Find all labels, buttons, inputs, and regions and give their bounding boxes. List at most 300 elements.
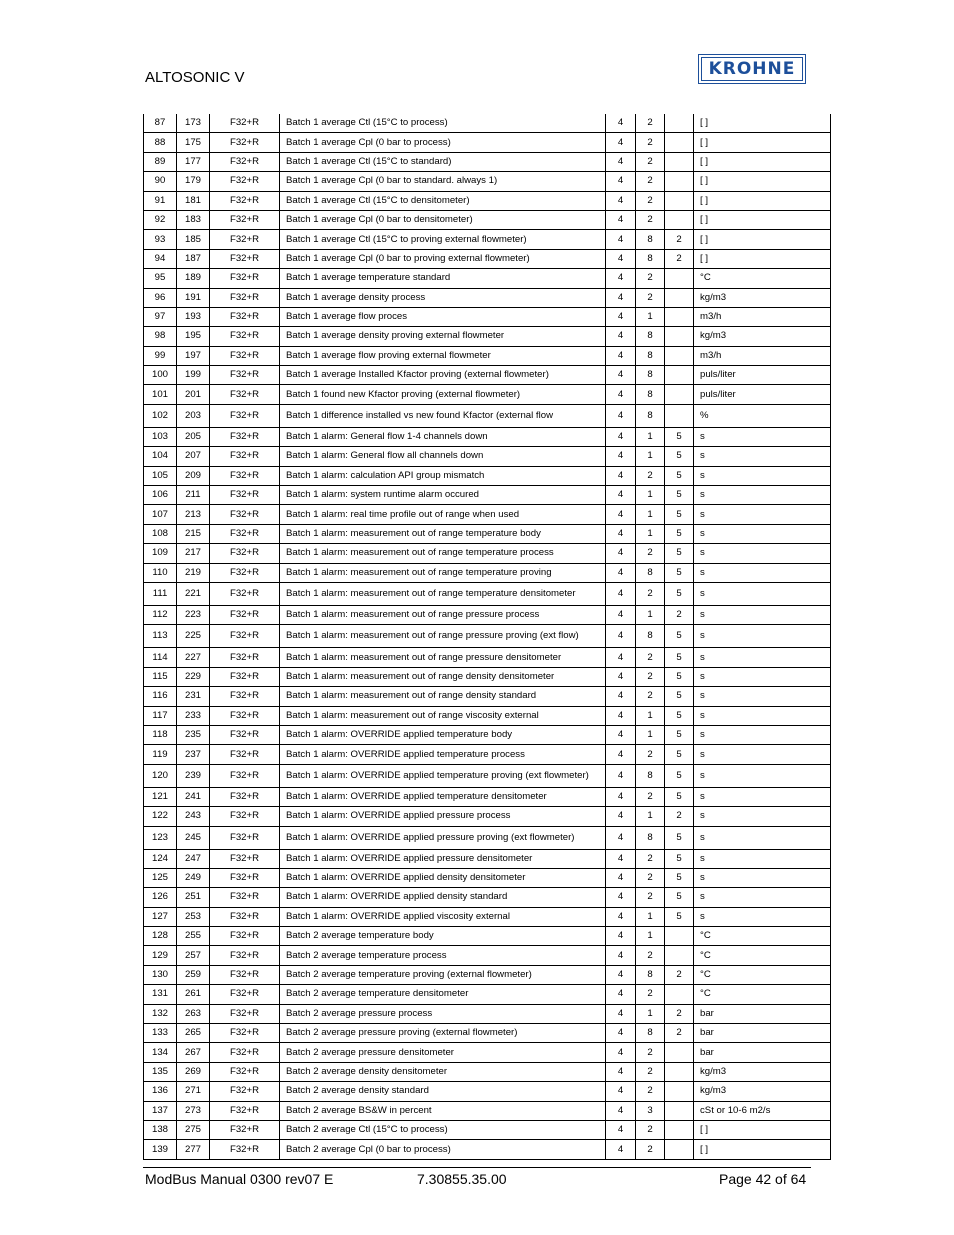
group-cell: 1 (636, 725, 665, 744)
register-address-cell: 181 (177, 191, 210, 210)
register-index-cell: 97 (144, 307, 177, 326)
table-row (144, 1140, 831, 1159)
size-cell: 4 (606, 152, 636, 171)
group-cell: 2 (636, 687, 665, 706)
table-row (144, 706, 831, 725)
data-type-cell: F32+R (210, 152, 280, 171)
data-type-cell: F32+R (210, 210, 280, 229)
group-cell: 2 (636, 269, 665, 288)
size-cell: 4 (606, 447, 636, 466)
register-description-cell: Batch 1 average Cpl (0 bar to densitometer) (280, 210, 606, 229)
group-cell: 8 (636, 249, 665, 268)
unit-cell: [ ] (694, 152, 831, 171)
size-cell: 4 (606, 907, 636, 926)
data-type-cell: F32+R (210, 249, 280, 268)
size-cell: 4 (606, 269, 636, 288)
register-index-cell: 95 (144, 269, 177, 288)
unit-cell: s (694, 826, 831, 849)
register-address-cell: 201 (177, 385, 210, 404)
register-description-cell: Batch 1 alarm: General flow 1-4 channels down (280, 427, 606, 446)
register-index-cell: 108 (144, 524, 177, 543)
decimals-cell: 5 (665, 787, 694, 806)
register-address-cell: 253 (177, 907, 210, 926)
register-index-cell: 88 (144, 133, 177, 152)
register-index-cell: 103 (144, 427, 177, 446)
register-address-cell: 231 (177, 687, 210, 706)
decimals-cell: 5 (665, 582, 694, 605)
register-description-cell: Batch 1 average Ctl (15°C to process) (280, 114, 606, 133)
data-type-cell: F32+R (210, 447, 280, 466)
group-cell: 1 (636, 307, 665, 326)
data-type-cell: F32+R (210, 288, 280, 307)
size-cell: 4 (606, 745, 636, 764)
group-cell: 2 (636, 1082, 665, 1101)
unit-cell: [ ] (694, 1120, 831, 1139)
register-description-cell: Batch 2 average temperature process (280, 946, 606, 965)
register-index-cell: 118 (144, 725, 177, 744)
data-type-cell: F32+R (210, 1101, 280, 1120)
register-address-cell: 217 (177, 544, 210, 563)
size-cell: 4 (606, 486, 636, 505)
data-type-cell: F32+R (210, 687, 280, 706)
data-type-cell: F32+R (210, 605, 280, 624)
register-address-cell: 273 (177, 1101, 210, 1120)
register-address-cell: 239 (177, 764, 210, 787)
register-description-cell: Batch 1 alarm: measurement out of range temperature proving (280, 563, 606, 582)
register-description-cell: Batch 1 average temperature standard (280, 269, 606, 288)
register-address-cell: 233 (177, 706, 210, 725)
size-cell: 4 (606, 1120, 636, 1139)
group-cell: 8 (636, 346, 665, 365)
register-index-cell: 105 (144, 466, 177, 485)
group-cell: 2 (636, 1043, 665, 1062)
register-description-cell: Batch 1 alarm: OVERRIDE applied pressure process (280, 807, 606, 826)
register-index-cell: 94 (144, 249, 177, 268)
register-address-cell: 191 (177, 288, 210, 307)
decimals-cell (665, 1120, 694, 1139)
size-cell: 4 (606, 849, 636, 868)
decimals-cell: 5 (665, 466, 694, 485)
decimals-cell (665, 1082, 694, 1101)
register-address-cell: 225 (177, 625, 210, 648)
group-cell: 1 (636, 1004, 665, 1023)
table-row (144, 191, 831, 210)
data-type-cell: F32+R (210, 307, 280, 326)
size-cell: 4 (606, 563, 636, 582)
register-index-cell: 122 (144, 807, 177, 826)
group-cell: 1 (636, 907, 665, 926)
register-description-cell: Batch 2 average pressure densitometer (280, 1043, 606, 1062)
register-index-cell: 137 (144, 1101, 177, 1120)
register-description-cell: Batch 1 alarm: OVERRIDE applied pressure proving (ext flowmeter) (280, 826, 606, 849)
table-row (144, 946, 831, 965)
unit-cell: puls/liter (694, 385, 831, 404)
group-cell: 2 (636, 745, 665, 764)
register-description-cell: Batch 1 alarm: OVERRIDE applied density densitometer (280, 868, 606, 887)
register-index-cell: 138 (144, 1120, 177, 1139)
table-row (144, 1120, 831, 1139)
decimals-cell (665, 1043, 694, 1062)
register-description-cell: Batch 1 alarm: real time profile out of range when used (280, 505, 606, 524)
table-row (144, 667, 831, 686)
data-type-cell: F32+R (210, 1120, 280, 1139)
register-table (143, 114, 831, 1160)
register-address-cell: 207 (177, 447, 210, 466)
data-type-cell: F32+R (210, 745, 280, 764)
unit-cell: s (694, 868, 831, 887)
size-cell: 4 (606, 133, 636, 152)
register-address-cell: 185 (177, 230, 210, 249)
size-cell: 4 (606, 327, 636, 346)
register-index-cell: 111 (144, 582, 177, 605)
size-cell: 4 (606, 1062, 636, 1081)
register-address-cell: 263 (177, 1004, 210, 1023)
unit-cell: °C (694, 927, 831, 946)
register-address-cell: 277 (177, 1140, 210, 1159)
register-address-cell: 187 (177, 249, 210, 268)
register-description-cell: Batch 1 alarm: measurement out of range viscosity external (280, 706, 606, 725)
group-cell: 2 (636, 582, 665, 605)
register-index-cell: 113 (144, 625, 177, 648)
register-address-cell: 247 (177, 849, 210, 868)
register-index-cell: 120 (144, 764, 177, 787)
group-cell: 1 (636, 605, 665, 624)
data-type-cell: F32+R (210, 985, 280, 1004)
decimals-cell: 5 (665, 907, 694, 926)
register-description-cell: Batch 1 average Ctl (15°C to standard) (280, 152, 606, 171)
unit-cell: [ ] (694, 210, 831, 229)
unit-cell: [ ] (694, 133, 831, 152)
decimals-cell: 2 (665, 965, 694, 984)
unit-cell: s (694, 582, 831, 605)
table-row (144, 985, 831, 1004)
decimals-cell (665, 1062, 694, 1081)
decimals-cell (665, 404, 694, 427)
unit-cell: kg/m3 (694, 327, 831, 346)
decimals-cell (665, 927, 694, 946)
data-type-cell: F32+R (210, 427, 280, 446)
register-index-cell: 104 (144, 447, 177, 466)
register-index-cell: 109 (144, 544, 177, 563)
size-cell: 4 (606, 582, 636, 605)
size-cell: 4 (606, 524, 636, 543)
register-description-cell: Batch 1 alarm: OVERRIDE applied viscosity external (280, 907, 606, 926)
decimals-cell (665, 346, 694, 365)
register-address-cell: 193 (177, 307, 210, 326)
unit-cell: s (694, 563, 831, 582)
footer-rule (143, 1167, 811, 1168)
decimals-cell (665, 269, 694, 288)
data-type-cell: F32+R (210, 826, 280, 849)
size-cell: 4 (606, 466, 636, 485)
data-type-cell: F32+R (210, 787, 280, 806)
register-address-cell: 249 (177, 868, 210, 887)
decimals-cell: 2 (665, 605, 694, 624)
data-type-cell: F32+R (210, 114, 280, 133)
data-type-cell: F32+R (210, 346, 280, 365)
decimals-cell: 5 (665, 888, 694, 907)
table-row (144, 582, 831, 605)
table-row (144, 807, 831, 826)
register-index-cell: 116 (144, 687, 177, 706)
group-cell: 8 (636, 404, 665, 427)
group-cell: 2 (636, 946, 665, 965)
decimals-cell: 2 (665, 249, 694, 268)
data-type-cell: F32+R (210, 946, 280, 965)
size-cell: 4 (606, 288, 636, 307)
register-address-cell: 205 (177, 427, 210, 446)
decimals-cell: 5 (665, 447, 694, 466)
table-row (144, 1004, 831, 1023)
register-address-cell: 197 (177, 346, 210, 365)
group-cell: 2 (636, 1062, 665, 1081)
register-index-cell: 139 (144, 1140, 177, 1159)
table-row (144, 687, 831, 706)
unit-cell: s (694, 544, 831, 563)
table-row (144, 152, 831, 171)
decimals-cell (665, 366, 694, 385)
decimals-cell: 5 (665, 648, 694, 667)
register-address-cell: 237 (177, 745, 210, 764)
register-description-cell: Batch 1 alarm: measurement out of range temperature densitometer (280, 582, 606, 605)
size-cell: 4 (606, 307, 636, 326)
register-index-cell: 134 (144, 1043, 177, 1062)
size-cell: 4 (606, 826, 636, 849)
decimals-cell: 5 (665, 563, 694, 582)
unit-cell: kg/m3 (694, 288, 831, 307)
size-cell: 4 (606, 706, 636, 725)
unit-cell: s (694, 907, 831, 926)
register-index-cell: 117 (144, 706, 177, 725)
group-cell: 1 (636, 927, 665, 946)
decimals-cell (665, 191, 694, 210)
register-address-cell: 223 (177, 605, 210, 624)
unit-cell: s (694, 505, 831, 524)
register-address-cell: 175 (177, 133, 210, 152)
table-row (144, 288, 831, 307)
data-type-cell: F32+R (210, 544, 280, 563)
table-row (144, 447, 831, 466)
group-cell: 8 (636, 327, 665, 346)
table-row (144, 385, 831, 404)
unit-cell: °C (694, 946, 831, 965)
decimals-cell (665, 985, 694, 1004)
table-row (144, 346, 831, 365)
size-cell: 4 (606, 687, 636, 706)
size-cell: 4 (606, 1101, 636, 1120)
register-address-cell: 209 (177, 466, 210, 485)
table-row (144, 172, 831, 191)
register-index-cell: 112 (144, 605, 177, 624)
decimals-cell: 5 (665, 745, 694, 764)
group-cell: 2 (636, 888, 665, 907)
register-index-cell: 102 (144, 404, 177, 427)
table-row (144, 965, 831, 984)
size-cell: 4 (606, 888, 636, 907)
data-type-cell: F32+R (210, 965, 280, 984)
decimals-cell (665, 307, 694, 326)
table-row (144, 505, 831, 524)
decimals-cell: 5 (665, 849, 694, 868)
register-address-cell: 177 (177, 152, 210, 171)
register-index-cell: 87 (144, 114, 177, 133)
data-type-cell: F32+R (210, 706, 280, 725)
group-cell: 8 (636, 385, 665, 404)
data-type-cell: F32+R (210, 1024, 280, 1043)
register-index-cell: 123 (144, 826, 177, 849)
size-cell: 4 (606, 249, 636, 268)
unit-cell: s (694, 787, 831, 806)
size-cell: 4 (606, 191, 636, 210)
register-index-cell: 93 (144, 230, 177, 249)
register-address-cell: 243 (177, 807, 210, 826)
data-type-cell: F32+R (210, 191, 280, 210)
size-cell: 4 (606, 965, 636, 984)
register-description-cell: Batch 1 alarm: calculation API group mismatch (280, 466, 606, 485)
unit-cell: m3/h (694, 346, 831, 365)
unit-cell: s (694, 687, 831, 706)
data-type-cell: F32+R (210, 907, 280, 926)
register-index-cell: 92 (144, 210, 177, 229)
decimals-cell (665, 152, 694, 171)
footer-page-number: Page 42 of 64 (719, 1171, 807, 1187)
register-index-cell: 130 (144, 965, 177, 984)
register-index-cell: 121 (144, 787, 177, 806)
register-description-cell: Batch 1 average flow proces (280, 307, 606, 326)
register-address-cell: 219 (177, 563, 210, 582)
register-index-cell: 131 (144, 985, 177, 1004)
register-description-cell: Batch 1 alarm: OVERRIDE applied temperature body (280, 725, 606, 744)
size-cell: 4 (606, 544, 636, 563)
group-cell: 2 (636, 849, 665, 868)
register-description-cell: Batch 2 average temperature body (280, 927, 606, 946)
register-description-cell: Batch 1 average Ctl (15°C to proving external flowmeter) (280, 230, 606, 249)
table-row (144, 1024, 831, 1043)
data-type-cell: F32+R (210, 486, 280, 505)
register-description-cell: Batch 1 average Cpl (0 bar to proving external flowmeter) (280, 249, 606, 268)
table-row (144, 269, 831, 288)
register-description-cell: Batch 1 average Cpl (0 bar to process) (280, 133, 606, 152)
register-address-cell: 259 (177, 965, 210, 984)
table-row (144, 230, 831, 249)
decimals-cell (665, 172, 694, 191)
unit-cell: [ ] (694, 114, 831, 133)
table-row (144, 486, 831, 505)
register-index-cell: 98 (144, 327, 177, 346)
unit-cell: s (694, 427, 831, 446)
table-row (144, 605, 831, 624)
size-cell: 4 (606, 1140, 636, 1159)
unit-cell: s (694, 605, 831, 624)
data-type-cell: F32+R (210, 1062, 280, 1081)
unit-cell: cSt or 10-6 m2/s (694, 1101, 831, 1120)
decimals-cell (665, 1101, 694, 1120)
register-description-cell: Batch 1 alarm: measurement out of range density standard (280, 687, 606, 706)
register-index-cell: 135 (144, 1062, 177, 1081)
register-address-cell: 211 (177, 486, 210, 505)
size-cell: 4 (606, 605, 636, 624)
unit-cell: [ ] (694, 191, 831, 210)
group-cell: 2 (636, 172, 665, 191)
table-row (144, 307, 831, 326)
register-description-cell: Batch 2 average pressure process (280, 1004, 606, 1023)
table-row (144, 366, 831, 385)
register-index-cell: 96 (144, 288, 177, 307)
unit-cell: m3/h (694, 307, 831, 326)
table-row (144, 764, 831, 787)
data-type-cell: F32+R (210, 1004, 280, 1023)
data-type-cell: F32+R (210, 172, 280, 191)
register-index-cell: 125 (144, 868, 177, 887)
register-address-cell: 213 (177, 505, 210, 524)
table-row (144, 563, 831, 582)
unit-cell: bar (694, 1043, 831, 1062)
group-cell: 1 (636, 447, 665, 466)
register-address-cell: 265 (177, 1024, 210, 1043)
data-type-cell: F32+R (210, 269, 280, 288)
size-cell: 4 (606, 172, 636, 191)
register-description-cell: Batch 1 alarm: measurement out of range temperature body (280, 524, 606, 543)
group-cell: 8 (636, 764, 665, 787)
decimals-cell (665, 1140, 694, 1159)
size-cell: 4 (606, 1004, 636, 1023)
table-row (144, 466, 831, 485)
group-cell: 1 (636, 505, 665, 524)
size-cell: 4 (606, 230, 636, 249)
group-cell: 2 (636, 787, 665, 806)
table-row (144, 888, 831, 907)
decimals-cell: 5 (665, 826, 694, 849)
decimals-cell: 5 (665, 706, 694, 725)
register-address-cell: 261 (177, 985, 210, 1004)
data-type-cell: F32+R (210, 366, 280, 385)
group-cell: 1 (636, 524, 665, 543)
unit-cell: s (694, 667, 831, 686)
unit-cell: s (694, 466, 831, 485)
register-index-cell: 110 (144, 563, 177, 582)
size-cell: 4 (606, 787, 636, 806)
decimals-cell (665, 210, 694, 229)
table-row (144, 787, 831, 806)
unit-cell: [ ] (694, 1140, 831, 1159)
decimals-cell: 2 (665, 1024, 694, 1043)
data-type-cell: F32+R (210, 404, 280, 427)
size-cell: 4 (606, 427, 636, 446)
data-type-cell: F32+R (210, 868, 280, 887)
decimals-cell (665, 946, 694, 965)
size-cell: 4 (606, 946, 636, 965)
register-index-cell: 101 (144, 385, 177, 404)
register-address-cell: 271 (177, 1082, 210, 1101)
register-description-cell: Batch 1 alarm: measurement out of range pressure process (280, 605, 606, 624)
group-cell: 1 (636, 427, 665, 446)
unit-cell: °C (694, 985, 831, 1004)
size-cell: 4 (606, 346, 636, 365)
register-address-cell: 269 (177, 1062, 210, 1081)
register-description-cell: Batch 1 alarm: OVERRIDE applied temperature proving (ext flowmeter) (280, 764, 606, 787)
data-type-cell: F32+R (210, 133, 280, 152)
decimals-cell: 5 (665, 764, 694, 787)
unit-cell: s (694, 447, 831, 466)
register-address-cell: 173 (177, 114, 210, 133)
data-type-cell: F32+R (210, 1140, 280, 1159)
register-description-cell: Batch 1 alarm: OVERRIDE applied temperature process (280, 745, 606, 764)
register-description-cell: Batch 1 alarm: OVERRIDE applied density standard (280, 888, 606, 907)
group-cell: 8 (636, 826, 665, 849)
decimals-cell (665, 288, 694, 307)
register-address-cell: 267 (177, 1043, 210, 1062)
register-address-cell: 179 (177, 172, 210, 191)
